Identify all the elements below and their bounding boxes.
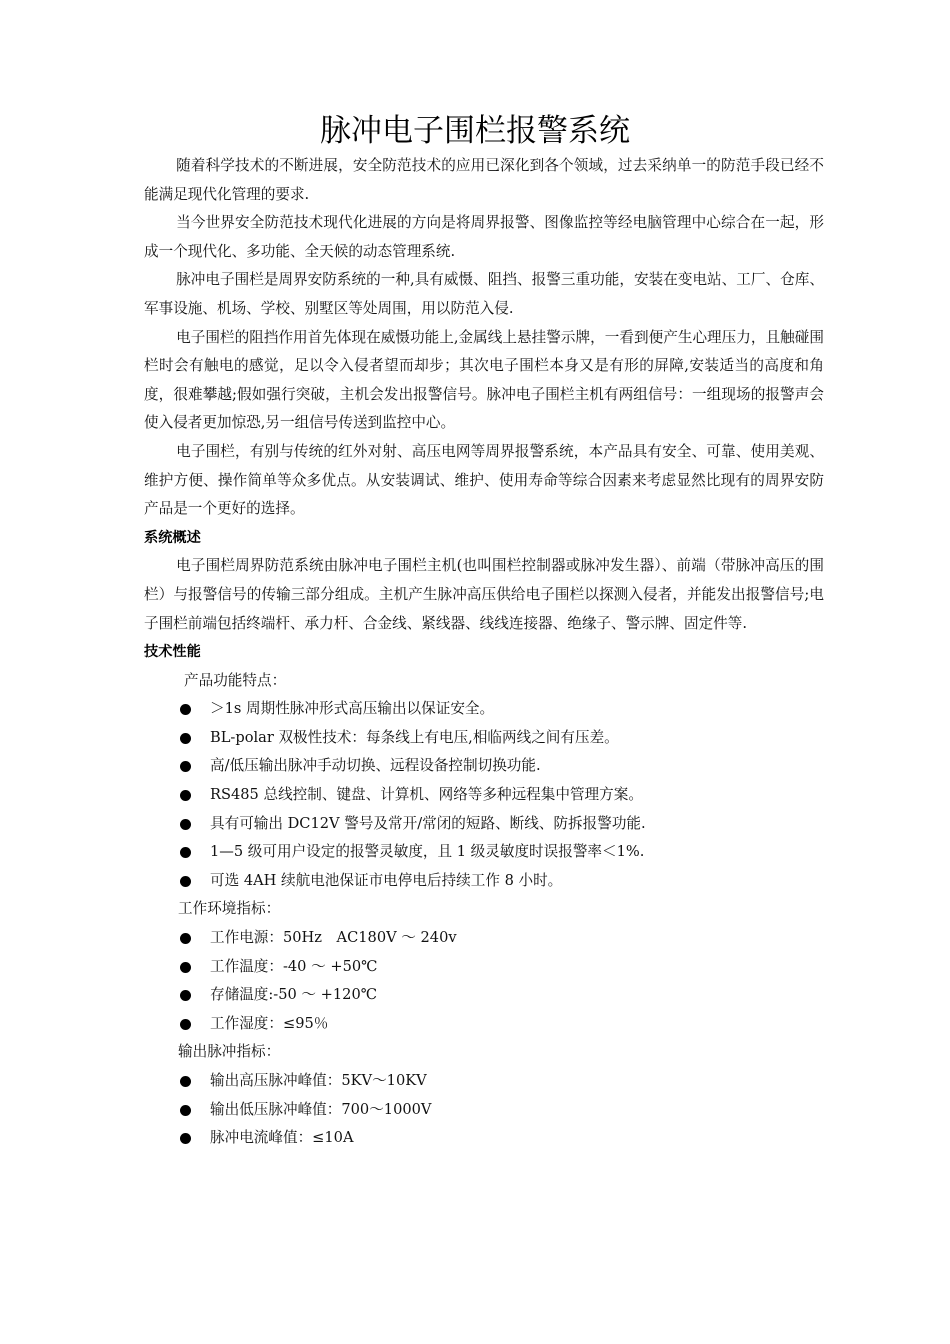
list-item bbox=[144, 1010, 824, 1039]
list-item bbox=[144, 781, 824, 810]
pulse-list bbox=[144, 1067, 824, 1153]
intro-paragraph: 当今世界安全防范技术现代化进展的方向是将周界报警、图像监控等经电脑管理中心综合在一起，形成一个现代化、多功能、全天候的动态管理系统. bbox=[144, 214, 824, 260]
list-item-text: BL-polar 双极性技术：每条线上有电压,相临两线之间有压差。 bbox=[210, 728, 619, 746]
list-item-text: 存储温度:-50 ～ +120℃ bbox=[210, 986, 378, 1004]
list-item bbox=[144, 981, 824, 1010]
list-item bbox=[144, 724, 824, 753]
list-item bbox=[144, 1067, 824, 1096]
list-item bbox=[144, 695, 824, 724]
bullet-icon bbox=[180, 1076, 191, 1087]
bullet-icon bbox=[180, 761, 191, 772]
list-item-text: 具有可输出 DC12V 警号及常开/常闭的短路、断线、防拆报警功能. bbox=[210, 814, 646, 832]
list-item-text: RS485 总线控制、键盘、计算机、网络等多种远程集中管理方案。 bbox=[210, 786, 643, 804]
bullet-icon bbox=[180, 990, 191, 1001]
list-item-text: 工作温度：-40 ～ +50℃ bbox=[210, 957, 378, 975]
bullet-icon bbox=[180, 847, 191, 858]
overview-heading: 系统概述 bbox=[144, 529, 201, 546]
list-item-text: 高/低压输出脉冲手动切换、远程设备控制切换功能. bbox=[210, 757, 541, 775]
bullet-icon bbox=[180, 876, 191, 887]
list-item-text: 1—5 级可用户设定的报警灵敏度，且 1 级灵敏度时误报警率＜1%. bbox=[210, 843, 645, 861]
bullet-icon bbox=[180, 704, 191, 715]
list-item bbox=[144, 953, 824, 982]
list-item-text: 输出低压脉冲峰值：700～1000V bbox=[210, 1100, 432, 1118]
intro-paragraph: 电子围栏，有别与传统的红外对射、高压电网等周界报警系统，本产品具有安全、可靠、使用美观、维护方便、操作简单等众多优点。从安装调试、维护、使用寿命等综合因素来考虑显然比现有的周界安防产品是一个更好的选择。 bbox=[144, 442, 824, 518]
list-item bbox=[144, 867, 824, 896]
list-item bbox=[144, 1124, 824, 1153]
list-item-text: 可选 4AH 续航电池保证市电停电后持续工作 8 小时。 bbox=[210, 871, 563, 889]
env-list bbox=[144, 924, 824, 1038]
tech-heading: 技术性能 bbox=[144, 644, 201, 661]
bullet-icon bbox=[180, 790, 191, 801]
overview-paragraph: 电子围栏周界防范系统由脉冲电子围栏主机(也叫围栏控制器或脉冲发生器）、前端（带脉冲高压的围栏）与报警信号的传输三部分组成。主机产生脉冲高压供给电子围栏以探测入侵者，并能发出报警信号;电子围栏前端包括终端杆、承力杆、合金线、紧线器、线线连接器、绝缘子、警示牌、固定件等. bbox=[144, 557, 824, 632]
list-item bbox=[144, 838, 824, 867]
list-item-text: 工作湿度：≤95％ bbox=[210, 1014, 329, 1032]
list-item bbox=[144, 1096, 824, 1125]
list-item-text: 输出高压脉冲峰值：5KV～10KV bbox=[210, 1072, 427, 1089]
document-title: 脉冲电子围栏报警系统 bbox=[320, 113, 630, 149]
bullet-icon bbox=[180, 1105, 191, 1116]
bullet-icon bbox=[180, 1133, 191, 1144]
intro-paragraph: 电子围栏的阻挡作用首先体现在威慑功能上,金属线上悬挂警示牌，一看到便产生心理压力，且触碰围栏时会有触电的感觉，足以令入侵者望而却步；其次电子围栏本身又是有形的屏障,安装适当的高度和角度，很难攀越;假如强行突破，主机会发出报警信号。脉冲电子围栏主机有两组信号：一组现场的报警声会使入侵者更加惊恐,另一组信号传送到监控中心。 bbox=[144, 328, 824, 432]
list-item-text: 脉冲电流峰值：≤10A bbox=[210, 1129, 354, 1147]
pulse-label: 输出脉冲指标： bbox=[178, 1043, 281, 1061]
bullet-icon bbox=[180, 933, 191, 944]
list-item-text: 工作电源：50Hz AC180V ～ 240v bbox=[210, 929, 457, 947]
features-label: 产品功能特点： bbox=[184, 671, 287, 689]
bullet-icon bbox=[180, 1019, 191, 1030]
intro-paragraph: 随着科学技术的不断进展，安全防范技术的应用已深化到各个领域，过去采纳单一的防范手段已经不能满足现代化管理的要求. bbox=[144, 157, 824, 203]
features-list bbox=[144, 695, 824, 895]
list-item-text: ＞1s 周期性脉冲形式高压输出以保证安全。 bbox=[210, 700, 495, 718]
bullet-icon bbox=[180, 819, 191, 830]
list-item bbox=[144, 810, 824, 839]
bullet-icon bbox=[180, 962, 191, 973]
list-item bbox=[144, 924, 824, 953]
bullet-icon bbox=[180, 733, 191, 744]
document-body bbox=[144, 152, 824, 1153]
list-item bbox=[144, 752, 824, 781]
intro-paragraph: 脉冲电子围栏是周界安防系统的一种,具有威慑、阻挡、报警三重功能，安装在变电站、工厂、仓库、军事设施、机场、学校、别墅区等处周围，用以防范入侵. bbox=[144, 271, 824, 317]
env-label: 工作环境指标： bbox=[178, 900, 281, 918]
